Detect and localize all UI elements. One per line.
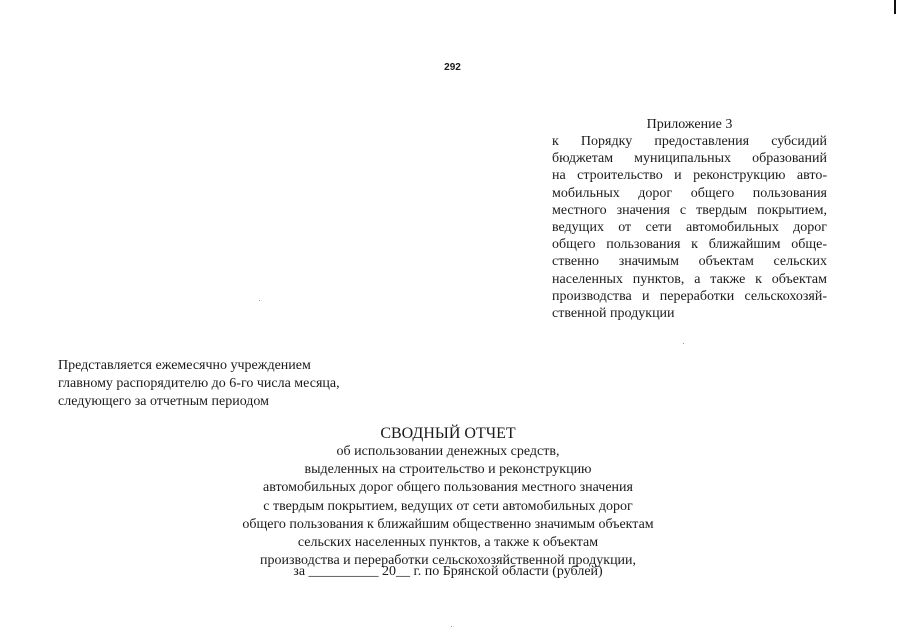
report-subtitle-line: общего пользования к ближайшим общественно значимым объектам: [242, 516, 654, 532]
scan-speck: [451, 626, 452, 627]
submission-note-line: главному распорядителю до 6-го числа месяца,: [58, 376, 340, 391]
appendix-title: Приложение 3: [646, 117, 733, 132]
submission-note-line: Представляется ежемесячно учреждением: [58, 358, 311, 373]
appendix-line: ственной продукции: [552, 306, 675, 322]
report-subtitle-line: сельских населенных пунктов, а также к объектам: [297, 535, 599, 551]
appendix-line: общего пользования к ближайшим обще-: [552, 237, 827, 253]
submission-note: [58, 357, 340, 411]
appendix-line: ведущих от сети автомобильных дорог: [552, 220, 827, 236]
scan-speck: [683, 343, 684, 344]
report-subtitle-line: производства и переработки сельскохозяйственной продукции,: [259, 553, 637, 569]
submission-note-line: следующего за отчетным периодом: [58, 394, 270, 409]
report-subtitle-line: с твердым покрытием, ведущих от сети автомобильных дорог: [263, 498, 633, 514]
report-period-line: за __________ 20__ г. по Брянской области (рублей): [293, 564, 603, 579]
appendix-line: местного значения с твердым покрытием,: [552, 202, 827, 218]
appendix-line: на строительство и реконструкцию авто-: [552, 168, 827, 184]
appendix-text: [552, 133, 827, 322]
appendix-line: населенных пунктов, а также к объектам: [552, 271, 827, 287]
appendix-line: к Порядку предоставления субсидий: [552, 134, 827, 149]
report-subtitle-line: об использовании денежных средств,: [336, 444, 560, 459]
appendix-line: мобильных дорог общего пользования: [552, 185, 827, 201]
appendix-line: бюджетам муниципальных образований: [552, 151, 827, 167]
appendix-line: ственно значимым объектам сельских: [552, 254, 827, 270]
scan-speck: [259, 300, 260, 301]
appendix-line: производства и переработки сельскохозяй-: [552, 288, 827, 304]
page-number: 292: [444, 62, 461, 73]
report-subtitle-line: автомобильных дорог общего пользования местного значения: [263, 480, 633, 496]
report-subtitle: [0, 443, 896, 570]
scan-margin-mark: [894, 0, 896, 14]
report-subtitle-line: выделенных на строительство и реконструкцию: [304, 462, 592, 478]
report-title: СВОДНЫЙ ОТЧЕТ: [380, 425, 516, 442]
